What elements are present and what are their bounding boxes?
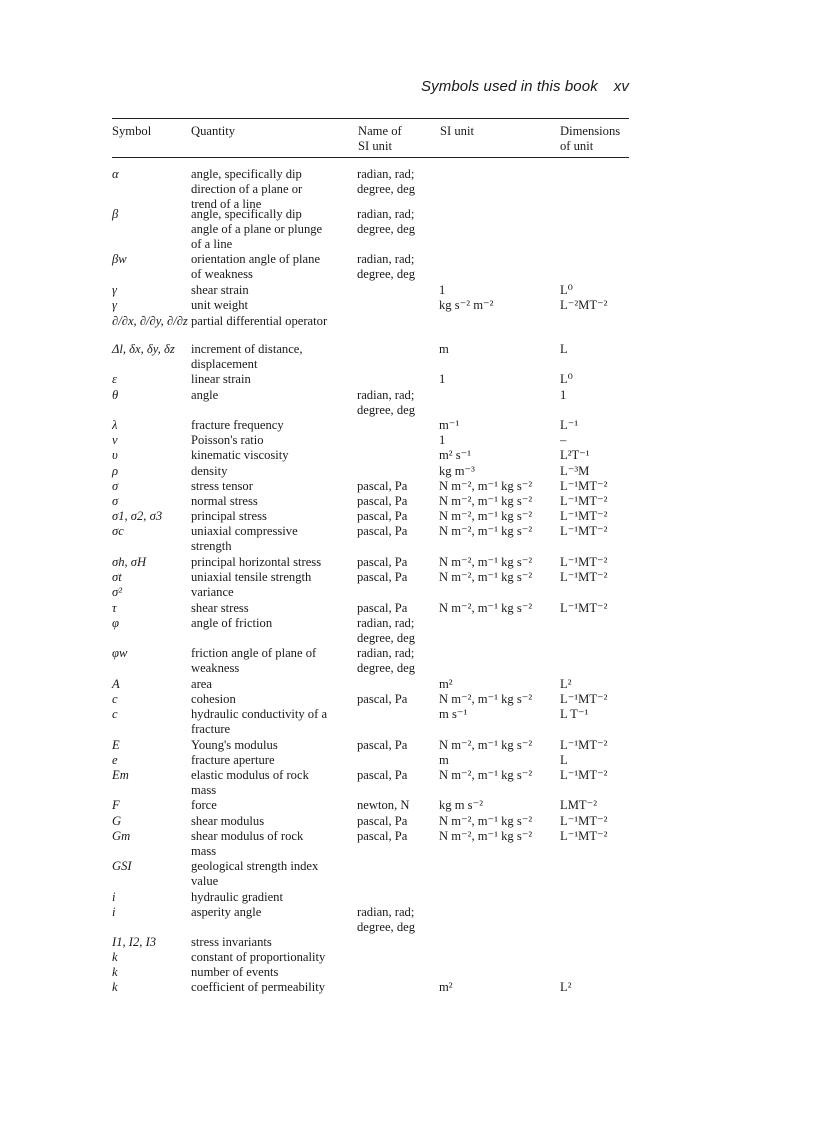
symbol-cell: ρ [112,464,119,478]
quantity-cell: force [191,798,217,812]
si-unit-cell: N m⁻², m⁻¹ kg s⁻² [439,555,533,569]
unit-name-cell: pascal, Pa [357,692,408,706]
quantity-cell: angle [191,388,219,402]
dimensions-cell: L [560,753,568,767]
quantity-cell: geological strength index value [191,859,319,888]
dimensions-cell: L⁻¹MT⁻² [560,479,608,493]
symbol-cell: σt [112,570,122,584]
symbol-cell: σ [112,494,119,508]
quantity-cell: area [191,677,212,691]
symbol-cell: φw [112,646,128,660]
symbol-cell: F [112,798,120,812]
quantity-cell: shear strain [191,283,249,297]
symbol-cell: Gm [112,829,131,843]
quantity-cell: density [191,464,228,478]
si-unit-cell: kg m⁻³ [439,464,475,478]
symbol-cell: k [112,965,118,979]
dimensions-cell: L⁻¹MT⁻² [560,829,608,843]
quantity-cell: angle, specifically dip direction of a plane or trend of a line [191,167,303,211]
si-unit-cell: N m⁻², m⁻¹ kg s⁻² [439,814,533,828]
si-unit-cell: N m⁻², m⁻¹ kg s⁻² [439,601,533,615]
dimensions-cell: L⁰ [560,283,573,297]
si-unit-cell: m [439,753,449,767]
symbol-cell: ε [112,372,117,386]
symbol-cell: ∂/∂x, ∂/∂y, ∂/∂z [112,314,188,328]
unit-name-cell: radian, rad; degree, deg [357,207,416,236]
quantity-cell: Young's modulus [191,738,278,752]
quantity-cell: fracture frequency [191,418,284,432]
unit-name-cell: pascal, Pa [357,570,408,584]
symbol-cell: τ [112,601,117,615]
symbol-cell: k [112,980,118,994]
symbol-cell: β [112,207,119,221]
si-unit-cell: m² s⁻¹ [439,448,472,462]
symbol-cell: e [112,753,118,767]
dimensions-cell: L⁻¹MT⁻² [560,814,608,828]
unit-name-cell: pascal, Pa [357,524,408,538]
symbol-cell: υ [112,448,118,462]
header-quantity: Quantity [191,124,236,138]
quantity-cell: variance [191,585,234,599]
si-unit-cell: kg s⁻² m⁻² [439,298,494,312]
dimensions-cell: L⁻²MT⁻² [560,298,608,312]
dimensions-cell: L⁻¹MT⁻² [560,692,608,706]
si-unit-cell: N m⁻², m⁻¹ kg s⁻² [439,738,533,752]
symbol-cell: G [112,814,122,828]
symbol-cell: βw [112,252,127,266]
si-unit-cell: N m⁻², m⁻¹ kg s⁻² [439,509,533,523]
unit-name-cell: radian, rad; degree, deg [357,388,416,417]
unit-name-cell: radian, rad; degree, deg [357,167,416,196]
si-unit-cell: N m⁻², m⁻¹ kg s⁻² [439,524,533,538]
dimensions-cell: L⁻¹MT⁻² [560,494,608,508]
running-head [112,78,629,98]
quantity-cell: hydraulic conductivity of a fracture [191,707,328,736]
unit-name-cell: pascal, Pa [357,555,408,569]
quantity-cell: Poisson's ratio [191,433,264,447]
symbol-cell: i [112,905,116,919]
unit-name-cell: radian, rad; degree, deg [357,905,416,934]
unit-name-cell: pascal, Pa [357,768,408,782]
symbol-cell: φ [112,616,119,630]
symbol-cell: GSI [112,859,132,873]
si-unit-cell: m² [439,980,453,994]
si-unit-cell: m² [439,677,453,691]
quantity-cell: stress invariants [191,935,272,949]
unit-name-cell: pascal, Pa [357,479,408,493]
dimensions-cell: L² [560,677,572,691]
quantity-cell: friction angle of plane of weakness [191,646,317,675]
dimensions-cell: L⁻¹MT⁻² [560,524,608,538]
quantity-cell: unit weight [191,298,249,312]
quantity-cell: shear modulus [191,814,265,828]
symbol-cell: I1, I2, I3 [112,935,157,949]
si-unit-cell: N m⁻², m⁻¹ kg s⁻² [439,692,533,706]
header-name-of-si-unit: Name of SI unit [358,124,402,153]
quantity-cell: linear strain [191,372,251,386]
quantity-cell: number of events [191,965,279,979]
si-unit-cell: 1 [439,283,446,297]
quantity-cell: normal stress [191,494,258,508]
dimensions-cell: – [560,433,567,447]
quantity-cell: angle of friction [191,616,273,630]
dimensions-cell: L²T⁻¹ [560,448,590,462]
quantity-cell: shear stress [191,601,249,615]
header-dimensions: Dimensions of unit [560,124,621,153]
symbol-cell: Em [112,768,129,782]
quantity-cell: constant of proportionality [191,950,326,964]
quantity-cell: partial differential operator [191,314,328,328]
si-unit-cell: N m⁻², m⁻¹ kg s⁻² [439,570,533,584]
quantity-cell: cohesion [191,692,236,706]
dimensions-cell: L T⁻¹ [560,707,589,721]
symbol-cell: c [112,692,118,706]
table-header-rule [112,157,629,158]
unit-name-cell: pascal, Pa [357,601,408,615]
dimensions-cell: L² [560,980,572,994]
symbol-cell: σ1, σ2, σ3 [112,509,163,523]
dimensions-cell: L⁻¹MT⁻² [560,570,608,584]
dimensions-cell: L⁻¹ [560,418,579,432]
symbol-cell: E [112,738,120,752]
symbol-cell: Δl, δx, δy, δz [112,342,175,356]
quantity-cell: uniaxial compressive strength [191,524,298,553]
quantity-cell: coefficient of permeability [191,980,326,994]
si-unit-cell: m⁻¹ [439,418,460,432]
dimensions-cell: L⁻¹MT⁻² [560,768,608,782]
unit-name-cell: radian, rad; degree, deg [357,616,416,645]
si-unit-cell: kg m s⁻² [439,798,484,812]
quantity-cell: shear modulus of rock mass [191,829,304,858]
header-si-unit: SI unit [440,124,474,138]
symbol-cell: σc [112,524,124,538]
quantity-cell: elastic modulus of rock mass [191,768,309,797]
quantity-cell: hydraulic gradient [191,890,283,904]
quantity-cell: principal stress [191,509,267,523]
si-unit-cell: N m⁻², m⁻¹ kg s⁻² [439,479,533,493]
si-unit-cell: N m⁻², m⁻¹ kg s⁻² [439,829,533,843]
unit-name-cell: newton, N [357,798,410,812]
symbol-cell: ν [112,433,118,447]
dimensions-cell: L⁻¹MT⁻² [560,509,608,523]
si-unit-cell: m [439,342,449,356]
si-unit-cell: N m⁻², m⁻¹ kg s⁻² [439,494,533,508]
quantity-cell: principal horizontal stress [191,555,322,569]
quantity-cell: kinematic viscosity [191,448,289,462]
quantity-cell: fracture aperture [191,753,275,767]
symbol-cell: σ [112,479,119,493]
quantity-cell: uniaxial tensile strength [191,570,312,584]
unit-name-cell: pascal, Pa [357,738,408,752]
dimensions-cell: 1 [560,388,567,402]
dimensions-cell: L⁻¹MT⁻² [560,738,608,752]
symbol-cell: k [112,950,118,964]
header-symbol: Symbol [112,124,152,138]
quantity-cell: orientation angle of plane of weakness [191,252,321,281]
symbol-cell: λ [112,418,118,432]
si-unit-cell: 1 [439,433,446,447]
si-unit-cell: N m⁻², m⁻¹ kg s⁻² [439,768,533,782]
quantity-cell: increment of distance, displacement [191,342,303,371]
symbol-cell: α [112,167,119,181]
si-unit-cell: 1 [439,372,446,386]
dimensions-cell: L⁻¹MT⁻² [560,601,608,615]
dimensions-cell: LMT⁻² [560,798,598,812]
si-unit-cell: m s⁻¹ [439,707,468,721]
dimensions-cell: L⁻³M [560,464,590,478]
running-head-title: Symbols used in this book [421,78,598,95]
quantity-cell: stress tensor [191,479,253,493]
table-top-rule [112,118,629,119]
page-number: xv [613,78,629,95]
unit-name-cell: pascal, Pa [357,494,408,508]
quantity-cell: angle, specifically dip angle of a plane or plunge of a line [191,207,323,251]
unit-name-cell: pascal, Pa [357,814,408,828]
dimensions-cell: L⁰ [560,372,573,386]
dimensions-cell: L⁻¹MT⁻² [560,555,608,569]
unit-name-cell: radian, rad; degree, deg [357,646,416,675]
symbol-cell: A [112,677,120,691]
symbol-cell: γ [112,298,117,312]
symbol-cell: σh, σH [112,555,147,569]
symbol-cell: γ [112,283,117,297]
symbol-cell: c [112,707,118,721]
unit-name-cell: radian, rad; degree, deg [357,252,416,281]
symbol-cell: σ² [112,585,122,599]
dimensions-cell: L [560,342,568,356]
unit-name-cell: pascal, Pa [357,829,408,843]
quantity-cell: asperity angle [191,905,262,919]
unit-name-cell: pascal, Pa [357,509,408,523]
symbol-cell: θ [112,388,119,402]
symbol-cell: i [112,890,116,904]
